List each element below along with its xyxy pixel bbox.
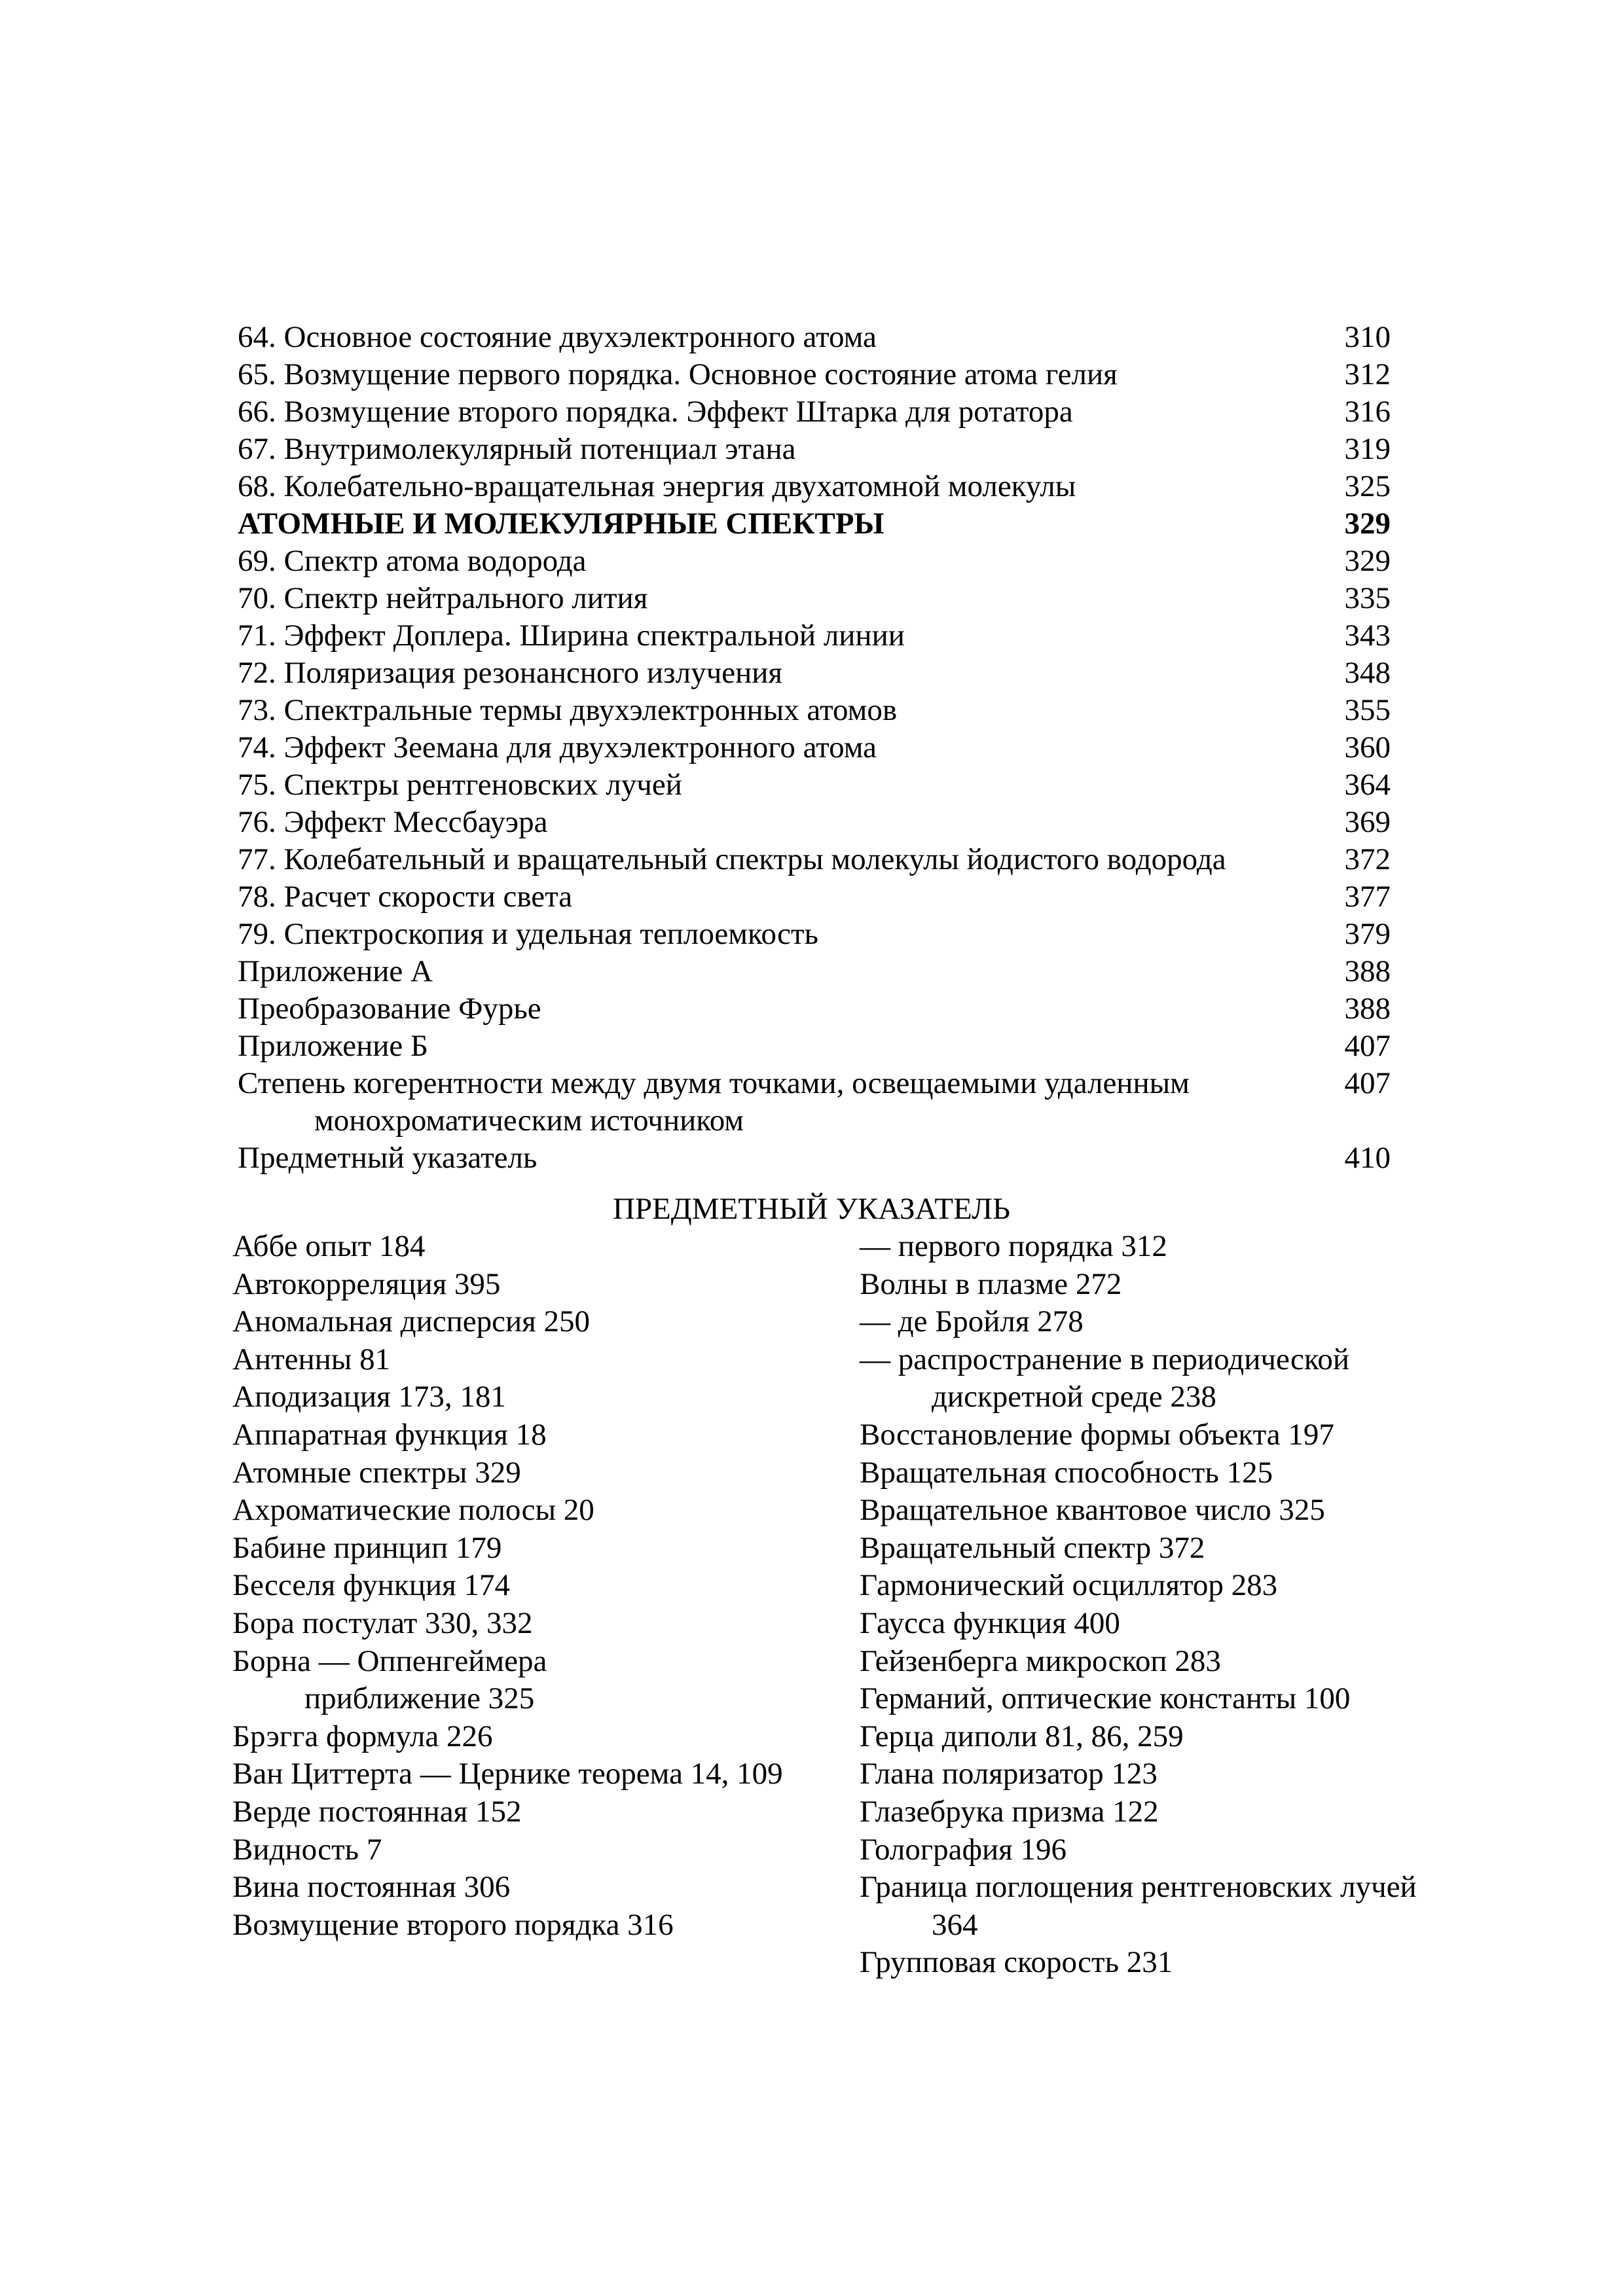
toc-page: 329: [1344, 507, 1391, 541]
index-entry: Антенны 81: [232, 1342, 391, 1376]
index-entry: Ахроматические полосы 20: [232, 1493, 594, 1528]
index-entry: Бабине принцип 179: [232, 1530, 502, 1565]
toc-row: [238, 319, 1391, 356]
toc-title: 79. Спектроскопия и удельная теплоемкость: [238, 917, 818, 951]
index-entry: Групповая скорость 231: [860, 1945, 1173, 1980]
index-left-column: [232, 1228, 802, 1944]
index-entry: Волны в плазме 272: [860, 1266, 1122, 1301]
toc-row: [238, 431, 1391, 468]
toc-page: 319: [1344, 432, 1391, 466]
index-entry: Аподизация 173, 181: [232, 1380, 506, 1414]
index-entry: Граница поглощения рентгеновских лучей 364: [860, 1870, 1417, 1942]
toc-title: Предметный указатель: [238, 1141, 538, 1175]
index-entry: Ван Циттерта — Цернике теорема 14, 109: [232, 1757, 783, 1791]
index-entry: Вращательный спектр 372: [860, 1530, 1205, 1565]
toc-section-heading: [238, 505, 1391, 543]
index-entry: Восстановление формы объекта 197: [860, 1417, 1334, 1452]
toc-row: [238, 692, 1391, 729]
index-entry: Видность 7: [232, 1832, 382, 1867]
toc-page: 369: [1344, 805, 1391, 839]
toc-row: [238, 393, 1391, 431]
toc-title: 65. Возмущение первого порядка. Основное состояние атома гелия: [238, 357, 1118, 391]
toc-page: 364: [1344, 768, 1391, 802]
toc-row: [238, 953, 1391, 990]
toc-title: Преобразование Фурье: [238, 992, 541, 1026]
toc-title: АТОМНЫЕ И МОЛЕКУЛЯРНЫЕ СПЕКТРЫ: [238, 507, 884, 541]
toc-page: 316: [1344, 395, 1391, 429]
index-entry: Автокорреляция 395: [232, 1266, 501, 1301]
index-entry: Гармонический осциллятор 283: [860, 1568, 1278, 1603]
toc-row: [238, 356, 1391, 393]
index-title: ПРЕДМЕТНЫЙ УКАЗАТЕЛЬ: [612, 1192, 1011, 1226]
toc-page: 388: [1344, 992, 1391, 1026]
toc-page: 388: [1344, 954, 1391, 988]
index-entry: Атомные спектры 329: [232, 1455, 521, 1490]
index-entry: Гейзенберга микроскоп 283: [860, 1643, 1221, 1678]
index-entry: Аббе опыт 184: [232, 1229, 426, 1263]
toc-page: 335: [1344, 581, 1391, 615]
toc-page: 355: [1344, 693, 1391, 727]
toc-page: 379: [1344, 917, 1391, 951]
toc-row: [238, 468, 1391, 505]
toc-title: 78. Расчет скорости света: [238, 880, 573, 914]
toc-row: [238, 729, 1391, 766]
toc-row: [238, 878, 1391, 916]
toc-title: 68. Колебательно-вращательная энергия двухатомной молекулы: [238, 469, 1076, 503]
index-entry: Аномальная дисперсия 250: [232, 1304, 590, 1339]
toc-title: 73. Спектральные термы двухэлектронных атомов: [238, 693, 898, 727]
toc-title: 77. Колебательный и вращательный спектры молекулы йодистого водорода: [238, 842, 1226, 876]
index-entry: Борна — Оппенгеймера приближение 325: [232, 1643, 547, 1716]
toc-row: [238, 1139, 1391, 1177]
toc-title: 70. Спектр нейтрального лития: [238, 581, 648, 615]
toc-row: [238, 617, 1391, 655]
toc-row: [238, 655, 1391, 692]
toc-title: 64. Основное состояние двухэлектронного атома: [238, 320, 877, 354]
toc-row: [238, 804, 1391, 841]
toc-row: [238, 990, 1391, 1028]
index-entry: Глазебрука призма 122: [860, 1794, 1159, 1829]
index-entry: Бесселя функция 174: [232, 1568, 510, 1603]
index-entry: Вращательная способность 125: [860, 1455, 1273, 1490]
toc-page: 312: [1344, 357, 1391, 391]
index-entry: Вина постоянная 306: [232, 1870, 511, 1905]
index-entry: Верде постоянная 152: [232, 1794, 522, 1829]
index-right-column: [860, 1228, 1416, 1982]
toc-page: 360: [1344, 730, 1391, 764]
index-entry: Бора постулат 330, 332: [232, 1605, 533, 1640]
toc-title: 72. Поляризация резонансного излучения: [238, 656, 783, 690]
toc-page: 329: [1344, 544, 1391, 578]
index-entry: Брэгга формула 226: [232, 1719, 493, 1753]
index-entry: Гаусса функция 400: [860, 1605, 1120, 1640]
index-entry: Аппаратная функция 18: [232, 1417, 547, 1452]
toc-title: 75. Спектры рентгеновских лучей: [238, 768, 682, 802]
toc-page: 348: [1344, 656, 1391, 690]
index-entry: Вращательное квантовое число 325: [860, 1493, 1325, 1528]
toc-row: [238, 580, 1391, 617]
index-entry: Возмущение второго порядка 316: [232, 1907, 674, 1942]
toc-title: 74. Эффект Зеемана для двухэлектронного атома: [238, 730, 877, 764]
toc-row: [238, 766, 1391, 804]
index-entry: Германий, оптические константы 100: [860, 1681, 1351, 1716]
toc-title: 71. Эффект Доплера. Ширина спектральной линии: [238, 619, 905, 653]
toc-row: [238, 1065, 1391, 1102]
toc-row: [238, 841, 1391, 878]
toc-title: Степень когерентности между двумя точками, освещаемыми удаленным: [238, 1066, 1190, 1100]
toc-page: 325: [1344, 469, 1391, 503]
toc-page: 410: [1344, 1141, 1391, 1175]
toc-title: 69. Спектр атома водорода: [238, 544, 587, 578]
index-entry: — де Бройля 278: [860, 1304, 1084, 1339]
toc-title: 67. Внутримолекулярный потенциал этана: [238, 432, 796, 466]
toc-row: [238, 916, 1391, 953]
toc-continuation: монохроматическим источником: [314, 1103, 744, 1138]
toc-page: 343: [1344, 619, 1391, 653]
toc-title: 76. Эффект Мессбауэра: [238, 805, 548, 839]
toc-title: Приложение Б: [238, 1029, 428, 1063]
toc-page: 377: [1344, 880, 1391, 914]
index-entry: — первого порядка 312: [860, 1229, 1167, 1263]
toc-row: [238, 543, 1391, 580]
index-entry: Глана поляризатор 123: [860, 1757, 1158, 1791]
toc-page: 372: [1344, 842, 1391, 876]
toc-page: 407: [1344, 1066, 1391, 1100]
index-entry: — распространение в периодической дискретной среде 238: [860, 1342, 1350, 1414]
index-entry: Герца диполи 81, 86, 259: [860, 1719, 1184, 1753]
toc-title: 66. Возмущение второго порядка. Эффект Штарка для ротатора: [238, 395, 1073, 429]
toc-title: Приложение А: [238, 954, 433, 988]
toc-page: 310: [1344, 320, 1391, 354]
index-entry: Голография 196: [860, 1832, 1067, 1867]
toc-row: [238, 1028, 1391, 1065]
toc-page: 407: [1344, 1029, 1391, 1063]
